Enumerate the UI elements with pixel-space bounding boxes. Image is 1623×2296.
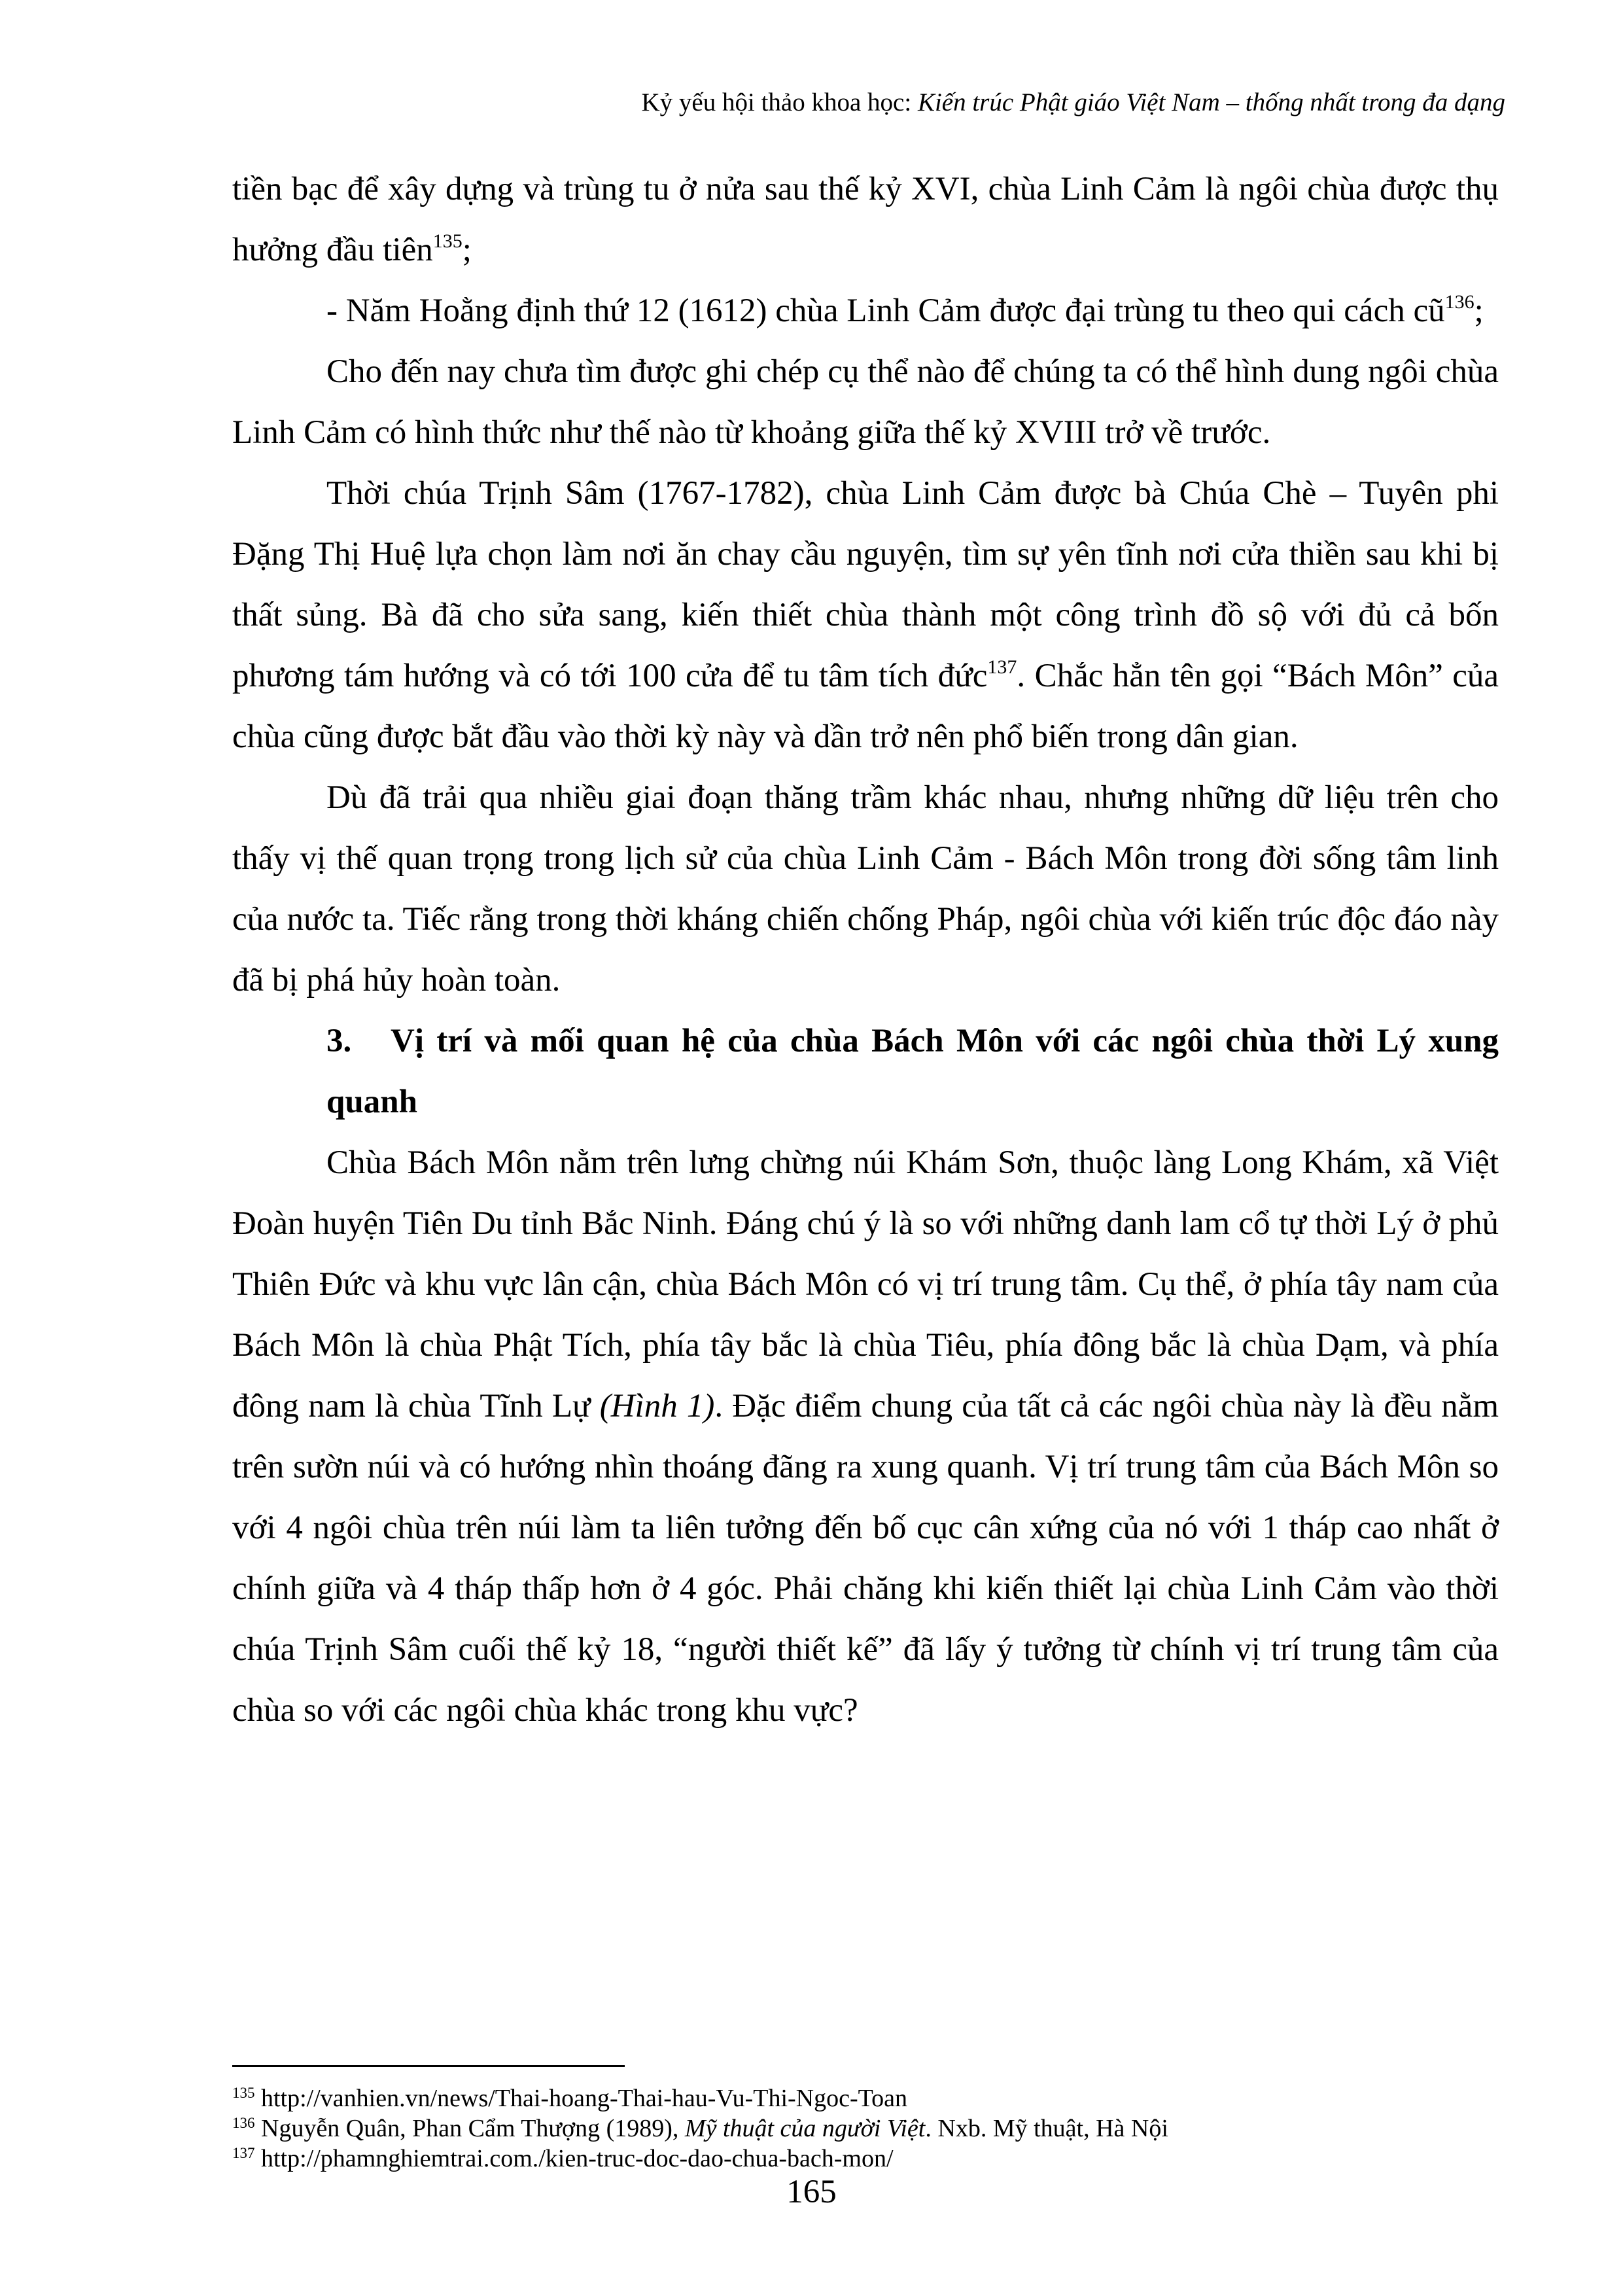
- paragraph-1: [232, 159, 1499, 281]
- section-number: 3.: [326, 1023, 352, 1059]
- footnote-ref-135[interactable]: 135: [432, 230, 462, 252]
- footnote-text-cont: . Nxb. Mỹ thuật, Hà Nội: [925, 2115, 1168, 2142]
- footnote-ref-136[interactable]: 136: [1444, 291, 1475, 313]
- footnote-number: 135: [232, 2085, 255, 2101]
- paragraph-2-end: ;: [1474, 292, 1484, 329]
- running-header: [232, 86, 1505, 119]
- body-text: [232, 159, 1499, 1741]
- paragraph-1-end: ;: [462, 232, 472, 268]
- section-title: Vị trí và mối quan hệ của chùa Bách Môn với các ngôi chùa thời Lý xung quanh: [326, 1023, 1499, 1120]
- paragraph-6-text-cont: . Đặc điểm chung của tất cả các ngôi chùa này là đều nằm trên sườn núi và có hướng nhìn thoáng đãng ra xung quanh. Vị trí trung tâm của Bách Môn so với 4 ngôi chùa trên núi làm ta liên tưởng đến bố cục cân xứng của nó với 1 tháp cao nhất ở chính giữa và 4 tháp thấp hơn ở 4 góc. Phải chăng khi kiến thiết lại chùa Linh Cảm vào thời chúa Trịnh Sâm cuối thế kỷ 18, “người thiết kế” đã lấy ý tưởng từ chính vị trí trung tâm của chùa so với các ngôi chùa khác trong khu vực?: [232, 1388, 1499, 1729]
- paragraph-4-end: . Chắc hẳn tên gọi “Bách Môn” của chùa cũng được bắt đầu vào thời kỳ này và dần trở nên phổ biến trong dân gian.: [232, 658, 1499, 755]
- header-prefix: Kỷ yếu hội thảo khoa học:: [641, 88, 918, 116]
- footnotes: [232, 2083, 1499, 2174]
- paragraph-2: [232, 281, 1499, 342]
- footnote-ref-137[interactable]: 137: [987, 656, 1017, 678]
- footnote-136: [232, 2113, 1499, 2144]
- footnote-135: [232, 2083, 1499, 2113]
- footnote-number: 136: [232, 2115, 255, 2131]
- paragraph-2-text: - Năm Hoằng định thứ 12 (1612) chùa Linh Cảm được đại trùng tu theo qui cách cũ: [326, 292, 1445, 329]
- footnote-link[interactable]: http://phamnghiemtrai.com./kien-truc-doc-dao-chua-bach-mon/: [254, 2145, 894, 2172]
- paragraph-4-text: Thời chúa Trịnh Sâm (1767-1782), chùa Linh Cảm được bà Chúa Chè – Tuyên phi Đặng Thị Huệ lựa chọn làm nơi ăn chay cầu nguyện, tìm sự yên tĩnh nơi cửa thiền sau khi bị thất sủng. Bà đã cho sửa sang, kiến thiết chùa thành một công trình đồ sộ với đủ cả bốn phương tám hướng và có tới 100 cửa để tu tâm tích đức: [232, 475, 1499, 694]
- footnote-text: Nguyễn Quân, Phan Cẩm Thượng (1989),: [254, 2115, 685, 2142]
- paragraph-4: [232, 463, 1499, 768]
- footnote-book-title: Mỹ thuật của người Việt: [684, 2115, 926, 2142]
- header-title: Kiến trúc Phật giáo Việt Nam – thống nhất trong đa dạng: [917, 88, 1505, 116]
- paragraph-3: Cho đến nay chưa tìm được ghi chép cụ thể nào để chúng ta có thể hình dung ngôi chùa Linh Cảm có hình thức như thế nào từ khoảng giữa thế kỷ XVIII trở về trước.: [232, 353, 1499, 451]
- page-number: 165: [786, 2174, 837, 2210]
- figure-reference: (Hình 1): [599, 1388, 715, 1424]
- footnote-divider: [232, 2065, 625, 2067]
- paragraph-5: Dù đã trải qua nhiều giai đoạn thăng trầm khác nhau, nhưng những dữ liệu trên cho thấy vị thế quan trọng trong lịch sử của chùa Linh Cảm - Bách Môn trong đời sống tâm linh của nước ta. Tiếc rằng trong thời kháng chiến chống Pháp, ngôi chùa với kiến trúc độc đáo này đã bị phá hủy hoàn toàn.: [232, 779, 1499, 998]
- footnote-number: 137: [232, 2145, 255, 2161]
- paragraph-6: [232, 1133, 1499, 1741]
- section-heading: [232, 1011, 1499, 1133]
- footnote-link[interactable]: http://vanhien.vn/news/Thai-hoang-Thai-hau-Vu-Thi-Ngoc-Toan: [254, 2085, 908, 2112]
- paragraph-1-text: tiền bạc để xây dựng và trùng tu ở nửa sau thế kỷ XVI, chùa Linh Cảm là ngôi chùa được thụ hưởng đầu tiên: [232, 171, 1499, 268]
- footnote-137: [232, 2144, 1499, 2174]
- paragraph-6-text: Chùa Bách Môn nằm trên lưng chừng núi Khám Sơn, thuộc làng Long Khám, xã Việt Đoàn huyện Tiên Du tỉnh Bắc Ninh. Đáng chú ý là so với những danh lam cổ tự thời Lý ở phủ Thiên Đức và khu vực lân cận, chùa Bách Môn có vị trí trung tâm. Cụ thể, ở phía tây nam của Bách Môn là chùa Phật Tích, phía tây bắc là chùa Tiêu, phía đông bắc là chùa Dạm, và phía đông nam là chùa Tĩnh Lự: [232, 1144, 1499, 1424]
